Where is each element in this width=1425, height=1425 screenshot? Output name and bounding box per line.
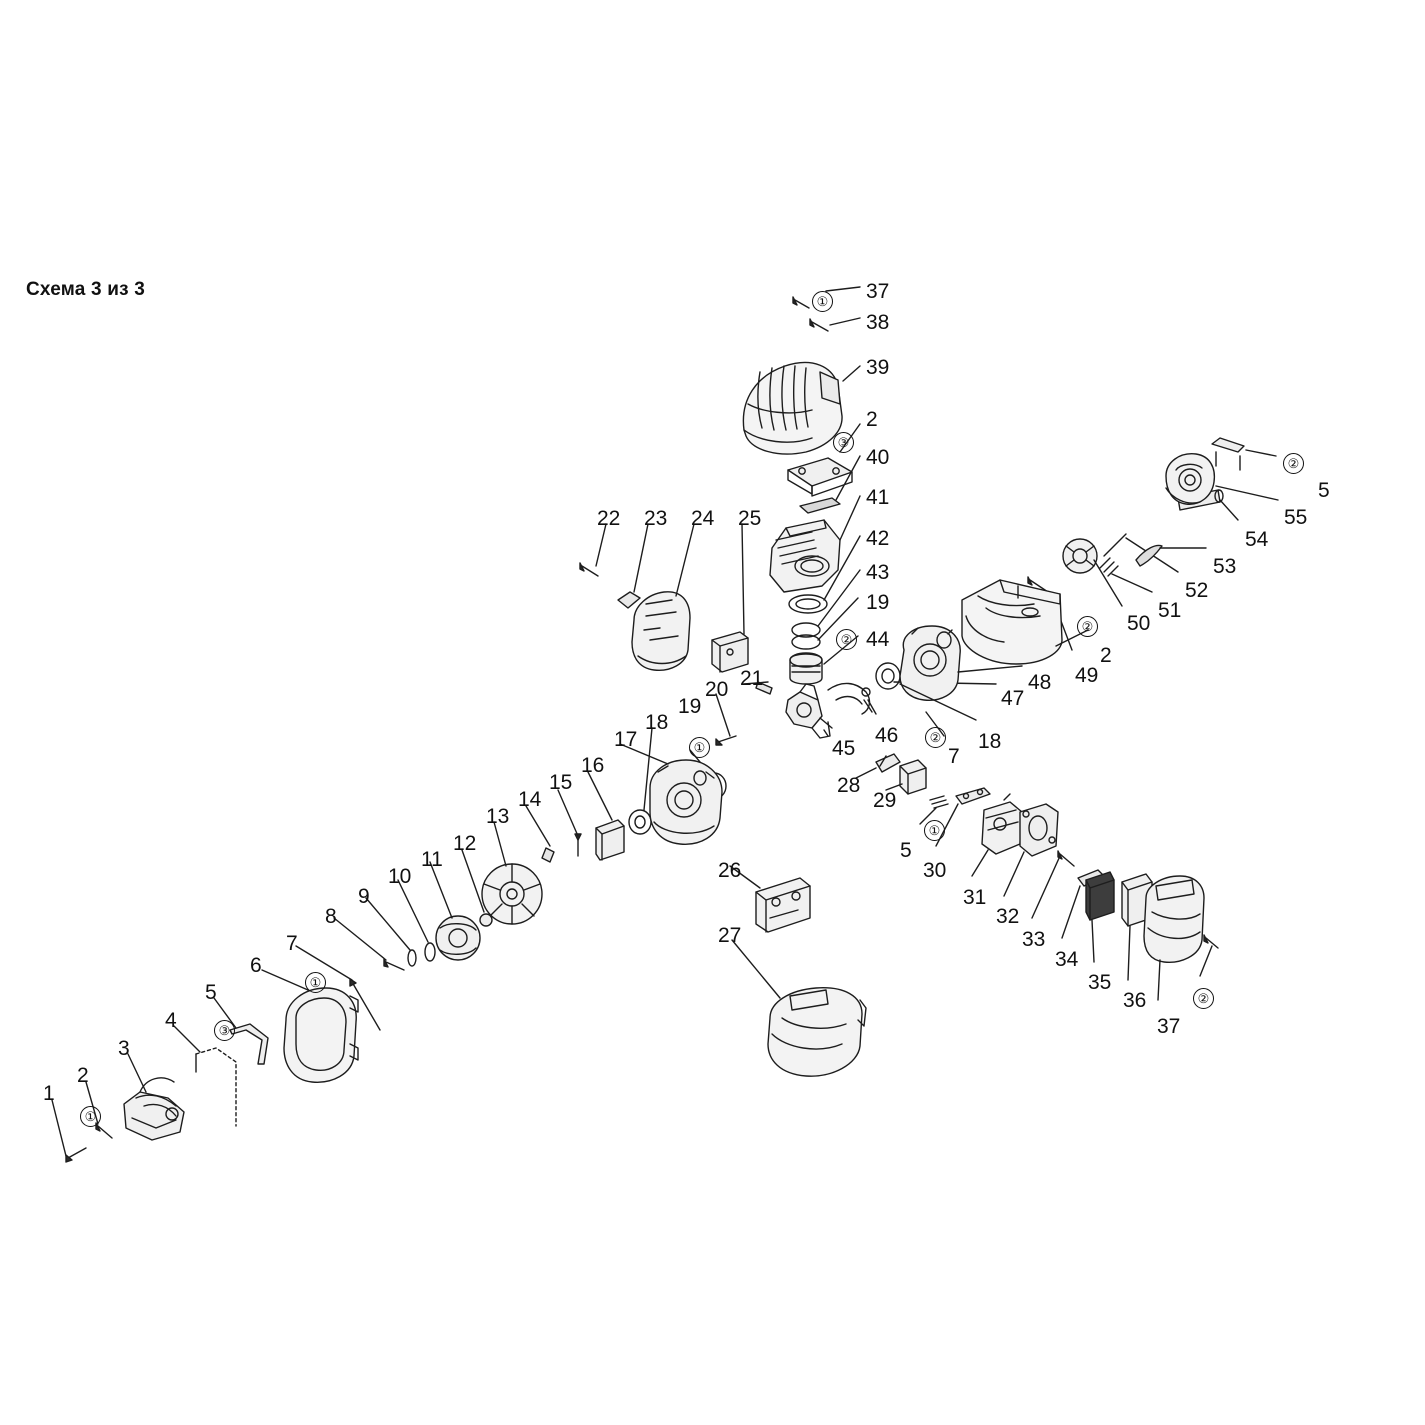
callout-53: 53 — [1213, 555, 1237, 578]
part-10-washer — [398, 880, 435, 961]
callout-41: 41 — [866, 486, 890, 509]
callout-29: 29 — [873, 789, 897, 812]
part-16-bracket — [588, 772, 624, 860]
callout-37: 37 — [866, 280, 890, 303]
circled-callout-1-bottom: ① — [80, 1106, 101, 1127]
circled-callout-3-guard: ③ — [214, 1020, 235, 1041]
part-23-gasket — [618, 524, 648, 608]
part-27-shroud — [732, 940, 866, 1076]
part-22-screw — [580, 524, 606, 576]
callout-32: 32 — [996, 905, 1020, 928]
callout-9: 9 — [358, 885, 370, 908]
callout-40: 40 — [866, 446, 890, 469]
callout-39: 39 — [866, 356, 890, 379]
callout-2-tank: 2 — [866, 408, 878, 431]
page-title: Схема 3 из 3 — [26, 279, 145, 300]
callout-5-left: 5 — [205, 981, 217, 1004]
callout-2-right: 2 — [1100, 644, 1112, 667]
callout-21: 21 — [740, 667, 764, 690]
callout-6: 6 — [250, 954, 262, 977]
callout-5-carb: 5 — [900, 839, 912, 862]
circled-callout-1-top: ① — [812, 291, 833, 312]
circled-callout-1-fan: ① — [305, 972, 326, 993]
callout-36: 36 — [1123, 989, 1147, 1012]
leader-45 — [820, 718, 832, 728]
part-45-crankshaft — [786, 684, 830, 738]
callout-15: 15 — [549, 771, 573, 794]
callout-18: 18 — [645, 711, 669, 734]
callout-30: 30 — [923, 859, 947, 882]
part-2-fuel-tank — [962, 580, 1088, 664]
callout-52: 52 — [1185, 579, 1209, 602]
callout-46: 46 — [875, 724, 899, 747]
callout-12: 12 — [453, 832, 477, 855]
callout-18-right: 18 — [978, 730, 1002, 753]
callout-49: 49 — [1075, 664, 1099, 687]
callout-23: 23 — [644, 507, 668, 530]
part-9-washer — [366, 898, 416, 966]
part-50-pulley — [1063, 539, 1122, 606]
part-52-rod — [1104, 534, 1178, 572]
callout-47: 47 — [1001, 687, 1025, 710]
callout-51: 51 — [1158, 599, 1182, 622]
callout-43: 43 — [866, 561, 890, 584]
circled-callout-2-tank: ② — [1077, 616, 1098, 637]
part-26-plate — [730, 866, 810, 932]
callout-28: 28 — [837, 774, 861, 797]
callout-37-filter: 37 — [1157, 1015, 1181, 1038]
callout-38: 38 — [866, 311, 890, 334]
callout-42: 42 — [866, 527, 890, 550]
part-46-rod — [828, 683, 872, 714]
callout-16: 16 — [581, 754, 605, 777]
callout-55: 55 — [1284, 506, 1308, 529]
callout-48: 48 — [1028, 671, 1052, 694]
callout-19: 19 — [678, 695, 702, 718]
part-25-heat-shield — [712, 524, 748, 672]
callout-20: 20 — [705, 678, 729, 701]
circled-callout-2-crank: ② — [925, 727, 946, 748]
part-15-screw — [558, 790, 581, 856]
callout-14: 14 — [518, 788, 542, 811]
callout-44: 44 — [866, 628, 890, 651]
part-3-ignition-coil — [124, 1054, 184, 1140]
callout-27: 27 — [718, 924, 742, 947]
callout-11: 11 — [421, 848, 443, 871]
part-28-clip — [856, 754, 900, 778]
part-1-screw-bottom — [52, 1100, 86, 1162]
callout-25: 25 — [738, 507, 762, 530]
circled-callout-2-bracket: ② — [1283, 453, 1304, 474]
callout-7-left: 7 — [286, 932, 298, 955]
circled-callout-1-carb: ① — [924, 820, 945, 841]
callout-31: 31 — [963, 886, 987, 909]
circled-callout-3-cover: ③ — [833, 432, 854, 453]
callout-13: 13 — [486, 805, 510, 828]
part-17-housing — [620, 744, 722, 844]
part-14-pin — [526, 806, 554, 862]
callout-22: 22 — [597, 507, 621, 530]
callout-5-right: 5 — [1318, 479, 1330, 502]
circled-callout-1-screw: ① — [689, 737, 710, 758]
callout-7-right: 7 — [948, 745, 960, 768]
part-37-filter-cover — [1144, 876, 1204, 1000]
callout-45: 45 — [832, 737, 856, 760]
callout-2-left: 2 — [77, 1064, 89, 1087]
part-53-lever — [1136, 546, 1206, 566]
part-33-screw — [1032, 851, 1074, 918]
callout-10: 10 — [388, 865, 412, 888]
part-11-clutch — [430, 862, 480, 960]
part-2-bracket-right — [1212, 438, 1276, 470]
callout-17: 17 — [614, 728, 638, 751]
callout-50: 50 — [1127, 612, 1151, 635]
part-20-screw — [716, 694, 736, 745]
part-8-bolt — [334, 918, 404, 970]
part-35-air-filter — [1086, 872, 1114, 962]
callout-8: 8 — [325, 905, 337, 928]
callout-34: 34 — [1055, 948, 1079, 971]
callout-1: 1 — [43, 1082, 55, 1105]
part-24-muffler — [632, 524, 694, 670]
circled-callout-2-filter: ② — [1193, 988, 1214, 1009]
part-55-starter-housing — [1166, 454, 1278, 505]
part-31-carburetor — [972, 794, 1022, 876]
callout-35: 35 — [1088, 971, 1112, 994]
callout-19-top: 19 — [866, 591, 890, 614]
callout-24: 24 — [691, 507, 715, 530]
callout-4: 4 — [165, 1009, 177, 1032]
callout-3: 3 — [118, 1037, 130, 1060]
callout-33: 33 — [1022, 928, 1046, 951]
callout-26: 26 — [718, 859, 742, 882]
part-2-screw-filter — [1200, 935, 1218, 976]
part-13-flywheel — [482, 822, 542, 924]
part-38-screw — [810, 318, 860, 331]
circled-callout-2-piston: ② — [836, 629, 857, 650]
callout-54: 54 — [1245, 528, 1269, 551]
